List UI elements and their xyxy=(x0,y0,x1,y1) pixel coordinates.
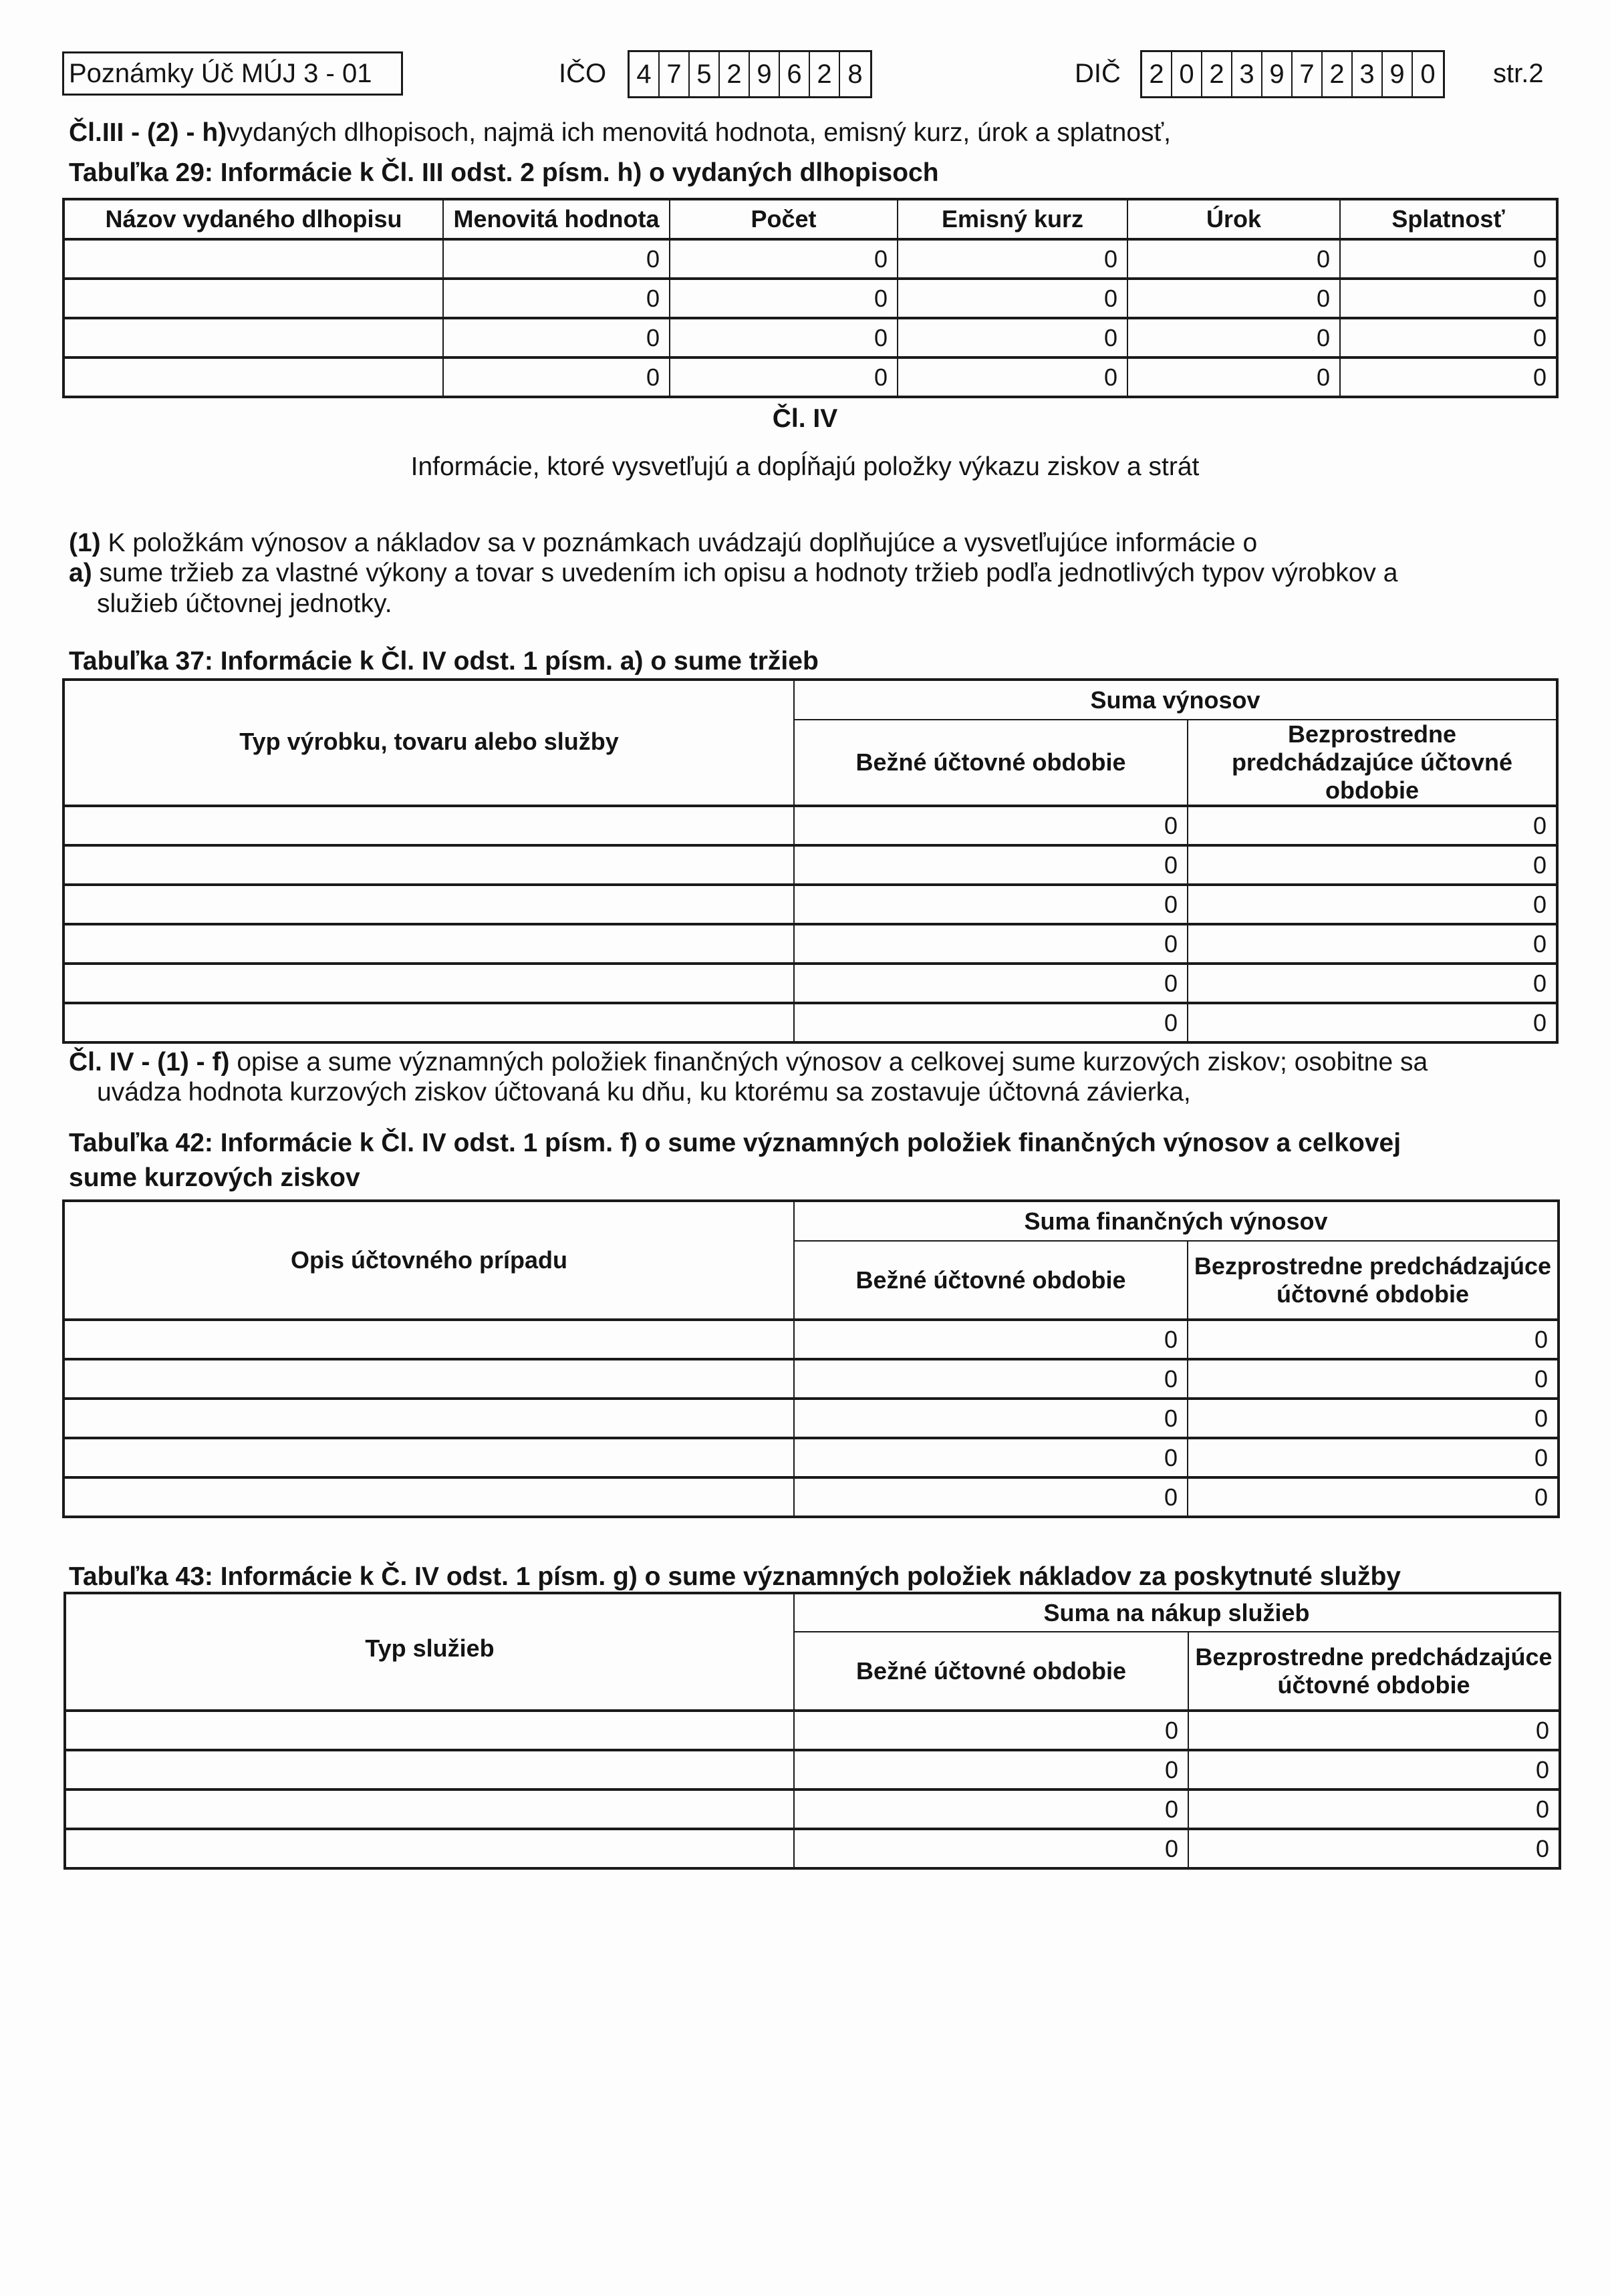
table-row xyxy=(63,1477,1559,1517)
form-label-box xyxy=(62,51,403,96)
table-cell[interactable]: 0 xyxy=(1188,964,1557,1003)
table-row xyxy=(63,845,1557,885)
table-cell[interactable] xyxy=(65,1750,794,1789)
table29-header-row xyxy=(63,199,1557,239)
table29-col-issue-rate: Emisný kurz xyxy=(898,199,1127,239)
table-row xyxy=(65,1711,1560,1750)
table43-group-header: Suma na nákup služieb xyxy=(794,1593,1560,1632)
table37-group-header-row xyxy=(63,680,1557,720)
table-cell[interactable]: 0 xyxy=(794,1399,1188,1438)
table-cell[interactable] xyxy=(63,1359,794,1399)
table37-col-current: Bežné účtovné obdobie xyxy=(794,720,1188,806)
table-cell[interactable]: 0 xyxy=(1188,1438,1559,1477)
para-f-cont: uvádza hodnota kurzových ziskov účtovaná ku dňu, ku ktorému sa zostavuje účtovná závierka, xyxy=(97,1078,1191,1107)
table29-col-name: Názov vydaného dlhopisu xyxy=(63,199,443,239)
table-cell[interactable]: 0 xyxy=(794,1789,1188,1829)
table-cell[interactable]: 0 xyxy=(794,1477,1188,1517)
para-f xyxy=(69,1047,1428,1078)
table-cell[interactable]: 0 xyxy=(1188,885,1557,924)
dic-digit: 9 xyxy=(1262,52,1293,96)
table-cell[interactable]: 0 xyxy=(670,318,898,357)
ico-digit: 5 xyxy=(690,52,720,96)
table-cell[interactable]: 0 xyxy=(1188,806,1557,845)
table-cell[interactable]: 0 xyxy=(898,239,1127,279)
form-label: Poznámky Úč MÚJ 3 - 01 xyxy=(69,59,372,88)
table42-title-line2: sume kurzových ziskov xyxy=(69,1163,360,1192)
table-row xyxy=(65,1789,1560,1829)
table-cell[interactable]: 0 xyxy=(1340,357,1557,397)
table43-group-header-row xyxy=(65,1593,1560,1632)
table-cell[interactable]: 0 xyxy=(1127,318,1340,357)
table-cell[interactable]: 0 xyxy=(898,357,1127,397)
table37 xyxy=(62,678,1559,1044)
table29 xyxy=(62,198,1559,398)
ico-digit: 6 xyxy=(780,52,810,96)
table-row xyxy=(63,1359,1559,1399)
table-cell[interactable] xyxy=(65,1829,794,1868)
table-cell[interactable]: 0 xyxy=(1340,279,1557,318)
table-cell[interactable]: 0 xyxy=(1188,1711,1560,1750)
table42-group-header: Suma finančných výnosov xyxy=(794,1201,1559,1241)
ico-digit: 9 xyxy=(750,52,780,96)
table-row xyxy=(63,964,1557,1003)
table-row xyxy=(63,1438,1559,1477)
table-row xyxy=(63,239,1557,279)
dic-digit: 2 xyxy=(1323,52,1353,96)
table-cell[interactable] xyxy=(63,1438,794,1477)
ico-digit: 8 xyxy=(847,59,863,89)
table37-group-header: Suma výnosov xyxy=(794,680,1557,720)
table29-col-interest: Úrok xyxy=(1127,199,1340,239)
table-cell[interactable]: 0 xyxy=(1188,1750,1560,1789)
table-cell[interactable]: 0 xyxy=(794,1438,1188,1477)
para-a-cont: služieb účtovnej jednotky. xyxy=(97,589,392,618)
para-1-ref: (1) xyxy=(69,529,101,557)
table-cell[interactable]: 0 xyxy=(794,1003,1188,1042)
para-f-ref: Čl. IV - (1) - f) xyxy=(69,1048,230,1077)
table-cell[interactable]: 0 xyxy=(794,845,1188,885)
table-cell[interactable]: 0 xyxy=(794,1829,1188,1868)
table-row xyxy=(63,1399,1559,1438)
table-cell[interactable]: 0 xyxy=(1188,1477,1559,1517)
table-row xyxy=(63,1003,1557,1042)
table42-col-current: Bežné účtovné obdobie xyxy=(794,1241,1188,1320)
table42 xyxy=(62,1199,1560,1518)
table-row xyxy=(63,806,1557,845)
table-cell[interactable] xyxy=(65,1789,794,1829)
table-cell[interactable] xyxy=(63,279,443,318)
table-cell[interactable]: 0 xyxy=(443,318,670,357)
table-cell[interactable]: 0 xyxy=(1127,357,1340,397)
table-cell[interactable] xyxy=(63,318,443,357)
para-f-text: opise a sume významných položiek finančných výnosov a celkovej sume kurzových ziskov; osobitne sa xyxy=(237,1048,1428,1077)
ico-label: IČO xyxy=(559,59,607,88)
dic-digit: 9 xyxy=(1383,52,1413,96)
ico-digit-boxes xyxy=(628,50,872,98)
dic-digit: 0 xyxy=(1420,59,1436,89)
page-number: str.2 xyxy=(1493,59,1544,88)
section-iv-subheading: Informácie, ktoré vysvetľujú a dopĺňajú položky výkazu ziskov a strát xyxy=(410,452,1200,481)
para-1-text: K položkám výnosov a nákladov sa v poznámkach uvádzajú doplňujúce a vysvetľujúce informácie o xyxy=(108,529,1258,557)
table-row xyxy=(65,1750,1560,1789)
table29-col-maturity: Splatnosť xyxy=(1340,199,1557,239)
section-iv-heading: Čl. IV xyxy=(772,404,838,433)
ico-digit: 2 xyxy=(720,52,750,96)
table-cell[interactable] xyxy=(63,1003,794,1042)
dic-label: DIČ xyxy=(1075,59,1121,88)
table37-col-previous: Bezprostredne predchádzajúce účtovné obdobie xyxy=(1188,720,1557,806)
table-cell[interactable]: 0 xyxy=(1188,845,1557,885)
ico-digit: 7 xyxy=(660,52,690,96)
table43 xyxy=(63,1592,1561,1870)
dic-digit: 7 xyxy=(1293,52,1323,96)
table-cell[interactable]: 0 xyxy=(1188,1399,1559,1438)
table-cell[interactable]: 0 xyxy=(794,806,1188,845)
table43-col-type: Typ služieb xyxy=(65,1593,794,1711)
table-cell[interactable]: 0 xyxy=(670,357,898,397)
table-cell[interactable] xyxy=(63,885,794,924)
table-row xyxy=(63,357,1557,397)
table42-group-header-row xyxy=(63,1201,1559,1241)
section-iii-intro-ref: Čl.III - (2) - h) xyxy=(69,118,227,147)
table-cell[interactable]: 0 xyxy=(794,924,1188,964)
table-cell[interactable] xyxy=(63,964,794,1003)
table-row xyxy=(63,1320,1559,1359)
table37-col-type: Typ výrobku, tovaru alebo služby xyxy=(63,680,794,806)
table-cell[interactable]: 0 xyxy=(1340,239,1557,279)
table-cell[interactable]: 0 xyxy=(443,279,670,318)
table-cell[interactable] xyxy=(63,845,794,885)
table-cell[interactable] xyxy=(63,1477,794,1517)
table-cell[interactable]: 0 xyxy=(794,1320,1188,1359)
table43-title: Tabuľka 43: Informácie k Č. IV odst. 1 písm. g) o sume významných položiek nákladov za poskytnuté služby xyxy=(69,1562,1401,1591)
table-cell[interactable] xyxy=(63,924,794,964)
table29-col-count: Počet xyxy=(670,199,898,239)
table29-col-nominal: Menovitá hodnota xyxy=(443,199,670,239)
table-cell[interactable]: 0 xyxy=(670,279,898,318)
table43-col-current: Bežné účtovné obdobie xyxy=(794,1632,1188,1711)
para-1 xyxy=(69,528,1257,559)
para-a-text: sume tržieb za vlastné výkony a tovar s uvedením ich opisu a hodnoty tržieb podľa jednotlivých typov výrobkov a xyxy=(99,559,1398,587)
table-cell[interactable]: 0 xyxy=(1188,1320,1559,1359)
table-row xyxy=(63,318,1557,357)
dic-digit-boxes xyxy=(1140,50,1445,98)
dic-digit: 3 xyxy=(1232,52,1262,96)
table-cell[interactable]: 0 xyxy=(1188,1829,1560,1868)
dic-digit: 0 xyxy=(1172,52,1202,96)
section-iii-intro xyxy=(69,118,1171,148)
table-cell[interactable] xyxy=(63,239,443,279)
para-a xyxy=(69,558,1397,589)
table37-title: Tabuľka 37: Informácie k Čl. IV odst. 1 písm. a) o sume tržieb xyxy=(69,647,819,676)
table-cell[interactable]: 0 xyxy=(794,1711,1188,1750)
table42-col-description: Opis účtovného prípadu xyxy=(63,1201,794,1320)
table-row xyxy=(63,279,1557,318)
table-cell[interactable] xyxy=(63,806,794,845)
table-cell[interactable]: 0 xyxy=(1340,318,1557,357)
table42-title-line1: Tabuľka 42: Informácie k Čl. IV odst. 1 písm. f) o sume významných položiek finančných výnosov a celkovej xyxy=(69,1129,1401,1157)
table43-col-previous: Bezprostredne predchádzajúce účtovné obdobie xyxy=(1188,1632,1560,1711)
table-cell[interactable]: 0 xyxy=(794,1359,1188,1399)
section-iii-intro-text: vydaných dlhopisoch, najmä ich menovitá hodnota, emisný kurz, úrok a splatnosť, xyxy=(227,118,1172,147)
table-cell[interactable]: 0 xyxy=(794,964,1188,1003)
table-cell[interactable]: 0 xyxy=(1127,279,1340,318)
table-cell[interactable]: 0 xyxy=(898,279,1127,318)
table-cell[interactable]: 0 xyxy=(1188,1789,1560,1829)
table-cell[interactable]: 0 xyxy=(794,1750,1188,1789)
table-row xyxy=(63,885,1557,924)
table-cell[interactable]: 0 xyxy=(1188,1003,1557,1042)
table-cell[interactable]: 0 xyxy=(898,318,1127,357)
ico-digit: 2 xyxy=(810,52,840,96)
table-cell[interactable] xyxy=(63,357,443,397)
table-row xyxy=(65,1829,1560,1868)
dic-digit: 2 xyxy=(1142,52,1172,96)
table-cell[interactable]: 0 xyxy=(443,239,670,279)
table-cell[interactable] xyxy=(65,1711,794,1750)
table-cell[interactable]: 0 xyxy=(1127,239,1340,279)
table-cell[interactable] xyxy=(63,1399,794,1438)
table-cell[interactable]: 0 xyxy=(443,357,670,397)
table-cell[interactable]: 0 xyxy=(1188,924,1557,964)
ico-digit: 4 xyxy=(630,52,660,96)
dic-digit: 2 xyxy=(1202,52,1232,96)
table-cell[interactable]: 0 xyxy=(1188,1359,1559,1399)
dic-digit: 3 xyxy=(1353,52,1383,96)
table-cell[interactable] xyxy=(63,1320,794,1359)
table42-col-previous: Bezprostredne predchádzajúce účtovné obdobie xyxy=(1188,1241,1559,1320)
para-a-ref: a) xyxy=(69,559,92,587)
table29-title: Tabuľka 29: Informácie k Čl. III odst. 2 písm. h) o vydaných dlhopisoch xyxy=(69,158,939,187)
table-cell[interactable]: 0 xyxy=(794,885,1188,924)
table-cell[interactable]: 0 xyxy=(670,239,898,279)
table-row xyxy=(63,924,1557,964)
